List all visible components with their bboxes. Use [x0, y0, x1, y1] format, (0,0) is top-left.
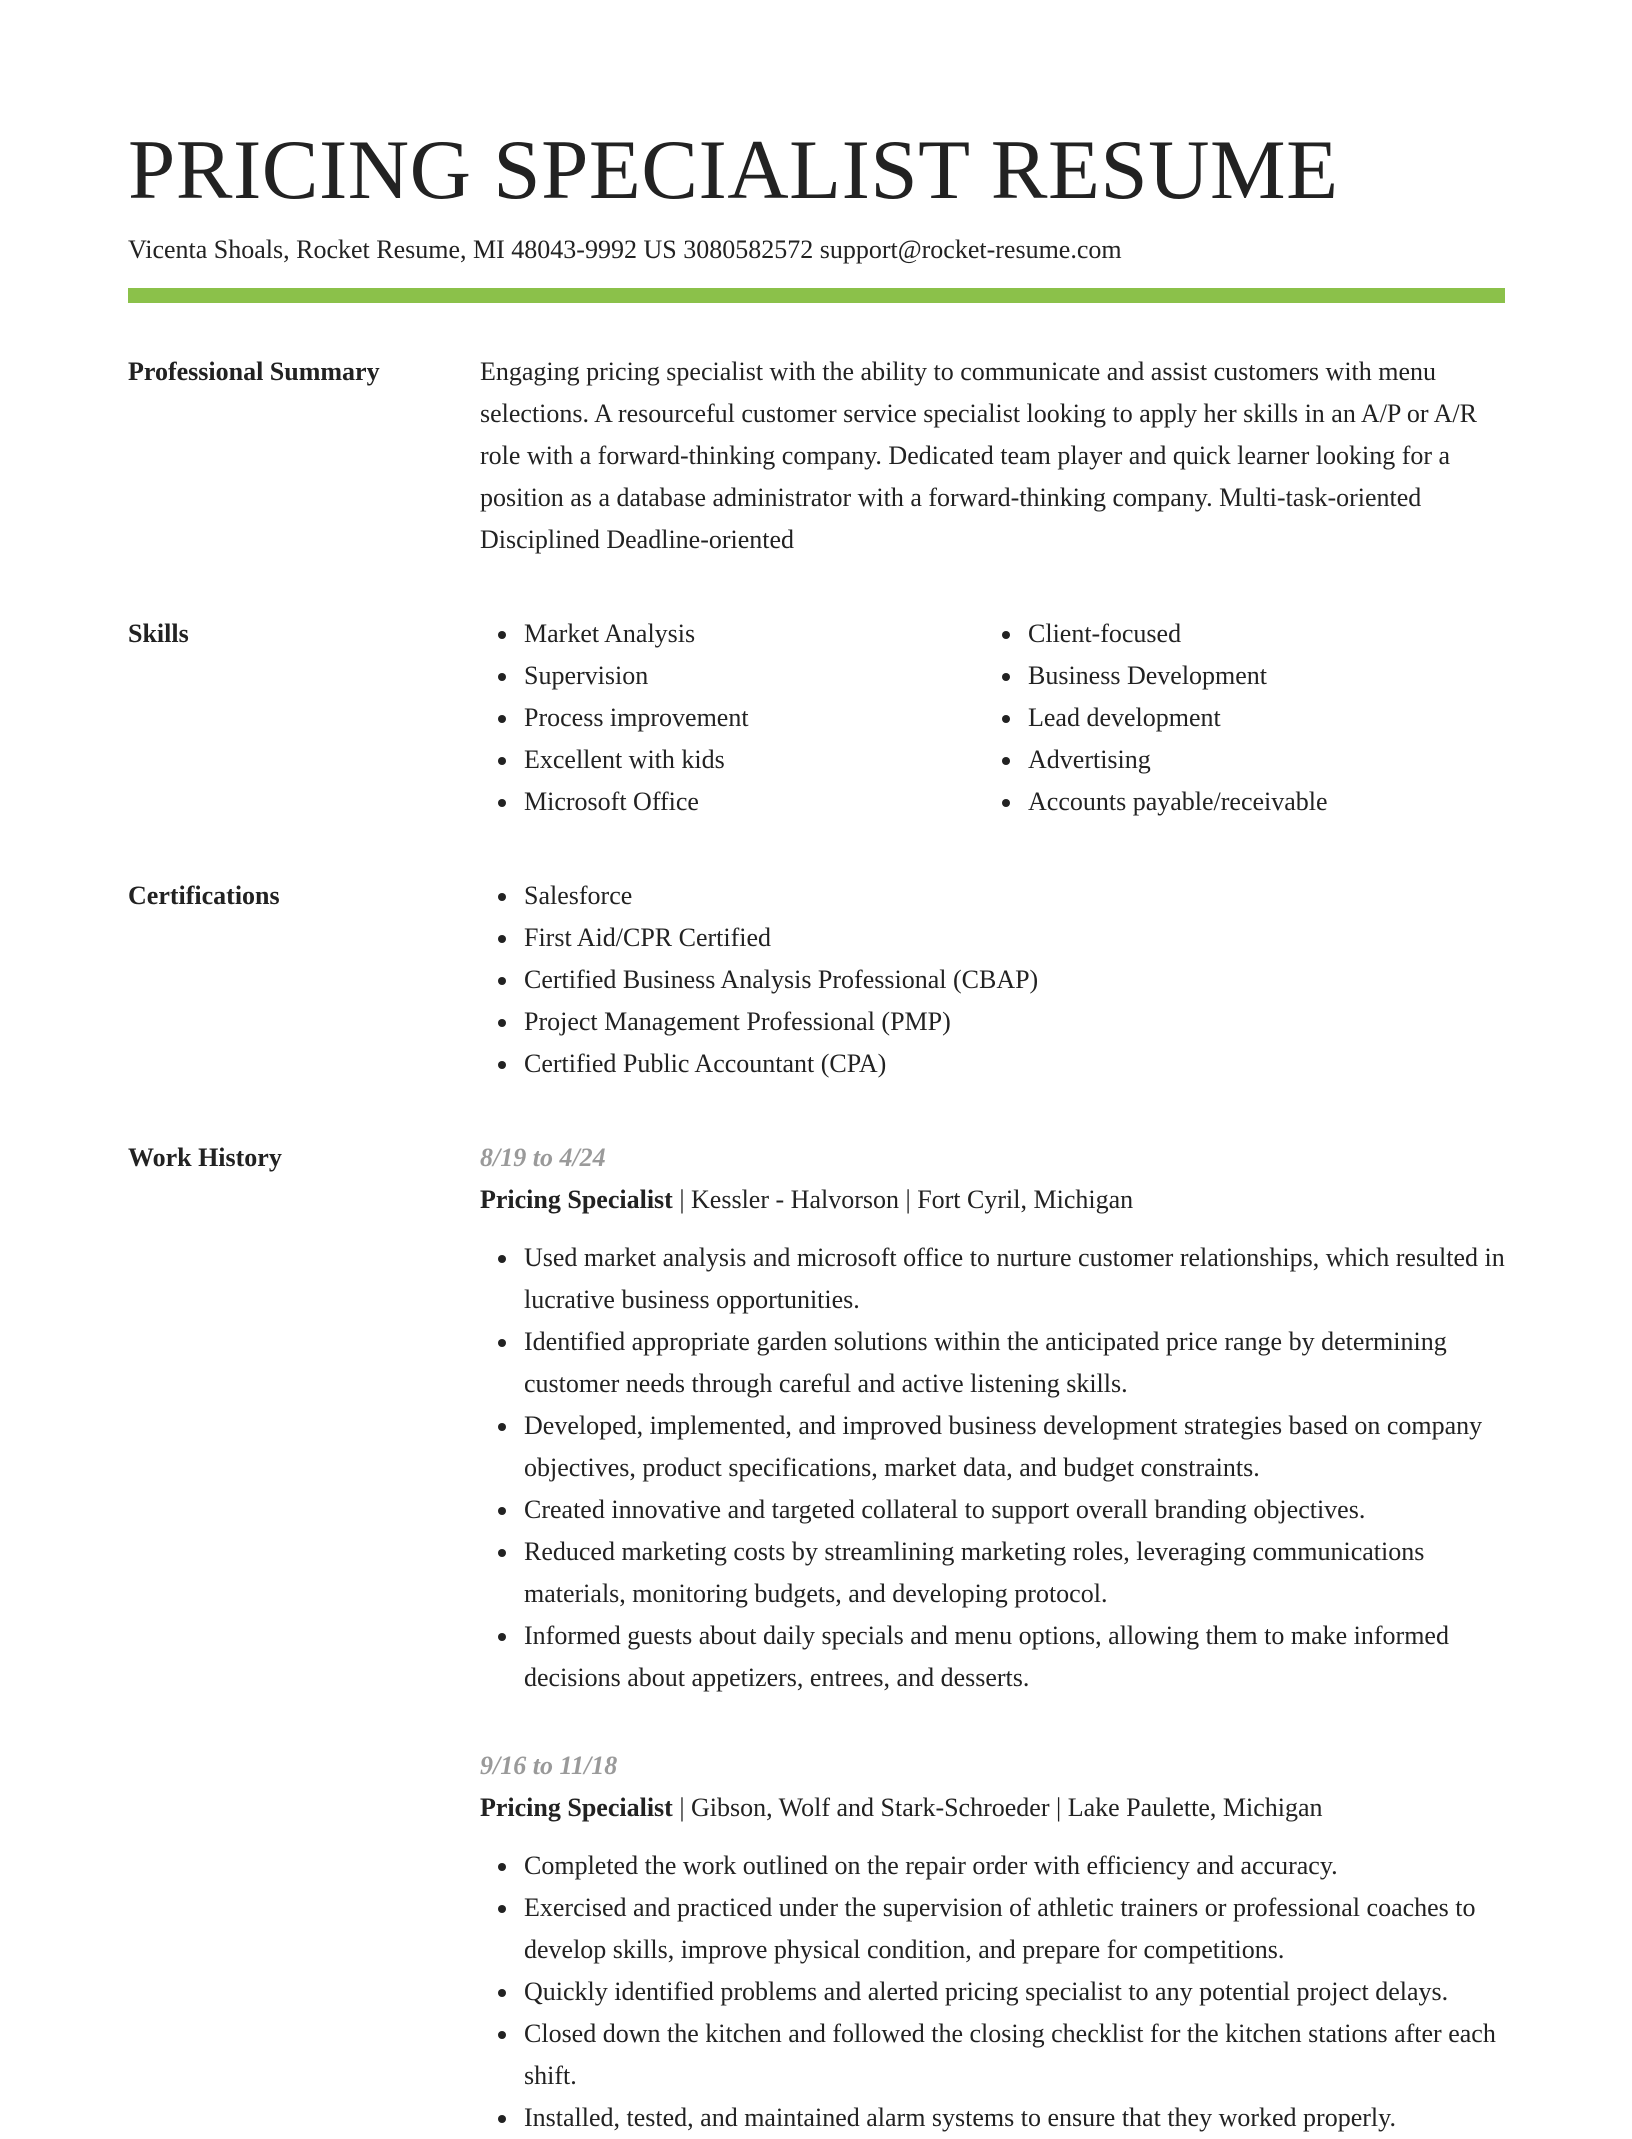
skill-item: Business Development	[1028, 655, 1488, 697]
job-title: Pricing Specialist	[480, 1185, 673, 1214]
summary-heading: Professional Summary	[128, 357, 380, 386]
certification-item: Salesforce	[524, 875, 1505, 917]
summary-text: Engaging pricing specialist with the ability to communicate and assist customers with menu selections. A resourceful customer service specialist looking to apply her skills in an A/P or A/R role with a forward-thinking company. Dedicated team player and quick learner looking for a position as a database administrator with a forward-thinking company. Multi-task-oriented Disciplined Deadline-oriented	[480, 357, 1477, 554]
certification-item: Project Management Professional (PMP)	[524, 1001, 1505, 1043]
job-bullet: Completed the work outlined on the repair order with efficiency and accuracy.	[524, 1845, 1505, 1887]
certifications-heading: Certifications	[128, 881, 280, 910]
job-bullet: Informed guests about daily specials and menu options, allowing them to make informed decisions about appetizers, entrees, and desserts.	[524, 1615, 1505, 1699]
accent-divider	[128, 288, 1505, 303]
job-bullet: Used market analysis and microsoft office to nurture customer relationships, which resulted in lucrative business opportunities.	[524, 1237, 1505, 1321]
job-title: Pricing Specialist	[480, 1793, 673, 1822]
job-entry	[480, 1745, 1505, 2139]
job-header	[480, 1787, 1505, 1829]
skill-item: Lead development	[1028, 697, 1488, 739]
skill-item: Process improvement	[524, 697, 984, 739]
job-header	[480, 1179, 1505, 1221]
certification-item: Certified Public Accountant (CPA)	[524, 1043, 1505, 1085]
job-dates: 9/16 to 11/18	[480, 1751, 618, 1780]
job-bullets	[480, 1237, 1505, 1699]
skills-list-right	[984, 613, 1488, 823]
work-history-heading: Work History	[128, 1143, 282, 1172]
skill-item: Accounts payable/receivable	[1028, 781, 1488, 823]
skill-item: Microsoft Office	[524, 781, 984, 823]
job-bullet: Identified appropriate garden solutions within the anticipated price range by determining customer needs through careful and active listening skills.	[524, 1321, 1505, 1405]
skill-item: Market Analysis	[524, 613, 984, 655]
job-details: | Kessler - Halvorson | Fort Cyril, Michigan	[672, 1185, 1134, 1214]
job-bullet: Created innovative and targeted collateral to support overall branding objectives.	[524, 1489, 1505, 1531]
job-bullet: Installed, tested, and maintained alarm systems to ensure that they worked properly.	[524, 2097, 1505, 2139]
resume-title: PRICING SPECIALIST RESUME	[128, 123, 1339, 217]
job-bullet: Developed, implemented, and improved business development strategies based on company objectives, product specifications, market data, and budget constraints.	[524, 1405, 1505, 1489]
skills-heading: Skills	[128, 619, 189, 648]
work-history-section	[128, 1137, 1505, 2139]
job-bullets	[480, 1845, 1505, 2139]
job-bullet: Reduced marketing costs by streamlining marketing roles, leveraging communications materials, monitoring budgets, and developing protocol.	[524, 1531, 1505, 1615]
job-bullet: Quickly identified problems and alerted pricing specialist to any potential project delays.	[524, 1971, 1505, 2013]
job-bullet: Closed down the kitchen and followed the closing checklist for the kitchen stations after each shift.	[524, 2013, 1505, 2097]
skill-item: Advertising	[1028, 739, 1488, 781]
certification-item: First Aid/CPR Certified	[524, 917, 1505, 959]
certifications-list	[480, 875, 1505, 1085]
skills-list-left	[480, 613, 984, 823]
job-details: | Gibson, Wolf and Stark-Schroeder | Lake Paulette, Michigan	[672, 1793, 1323, 1822]
skill-item: Supervision	[524, 655, 984, 697]
summary-section	[128, 351, 1505, 561]
job-dates: 8/19 to 4/24	[480, 1143, 606, 1172]
job-entry	[480, 1137, 1505, 1699]
job-bullet: Exercised and practiced under the supervision of athletic trainers or professional coaches to develop skills, improve physical condition, and prepare for competitions.	[524, 1887, 1505, 1971]
contact-line: Vicenta Shoals, Rocket Resume, MI 48043-9992 US 3080582572 support@rocket-resume.com	[128, 235, 1122, 264]
certifications-section	[128, 875, 1505, 1085]
skills-section	[128, 613, 1505, 823]
skill-item: Client-focused	[1028, 613, 1488, 655]
skill-item: Excellent with kids	[524, 739, 984, 781]
resume-page	[128, 120, 1505, 2139]
certification-item: Certified Business Analysis Professional (CBAP)	[524, 959, 1505, 1001]
